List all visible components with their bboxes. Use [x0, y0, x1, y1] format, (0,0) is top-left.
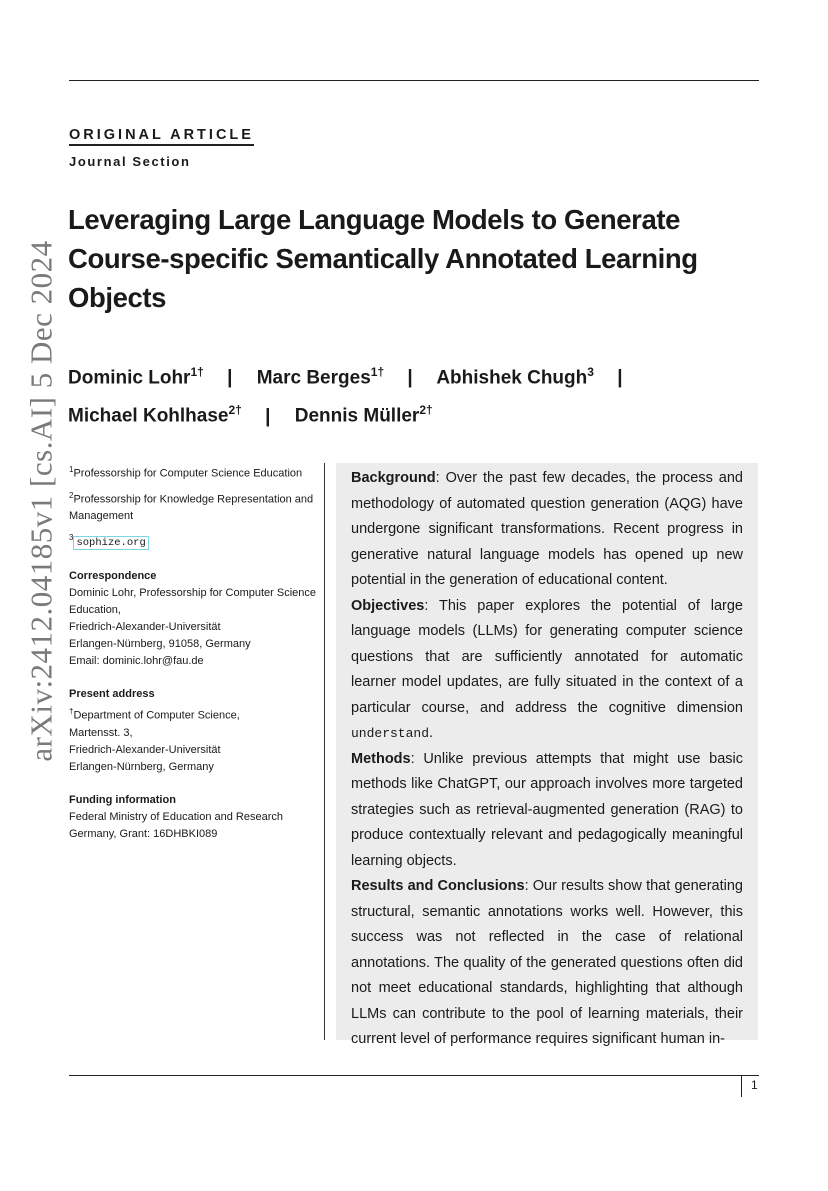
- affiliation-1: [69, 461, 319, 483]
- affiliation-mark: 2: [69, 490, 74, 500]
- abstract-results-paragraph: [351, 874, 743, 1053]
- abstract-label: Background: [351, 470, 436, 486]
- abstract-text: .: [429, 725, 434, 741]
- correspondence-line: Dominic Lohr, Professorship for Computer Science Education,: [69, 586, 316, 616]
- funding-line: Germany, Grant: 16DHBKI089: [69, 827, 218, 840]
- abstract-label: Results and Conclusions: [351, 878, 525, 894]
- abstract-objectives-paragraph: [351, 594, 743, 747]
- author-name: Michael Kohlhase: [68, 405, 229, 427]
- top-rule: [69, 80, 759, 81]
- present-address-line: Erlangen-Nürnberg, Germany: [69, 760, 214, 773]
- funding-heading: Funding information: [69, 793, 176, 806]
- author-affiliation-mark: 1†: [190, 365, 204, 379]
- present-address-line: Friedrich-Alexander-Universität: [69, 743, 221, 756]
- abstract-label: Objectives: [351, 597, 425, 614]
- present-address-text: Department of Computer Science,: [73, 709, 240, 722]
- paper-title: Leveraging Large Language Models to Generate Course-specific Semantically Annotated Learning Objects: [68, 204, 698, 313]
- arxiv-id-text: arXiv:2412.04185v1 [cs.AI] 5 Dec 2024: [24, 240, 59, 762]
- author-separator: |: [407, 367, 413, 389]
- author-line-2: [68, 394, 768, 432]
- affiliation-text: Professorship for Knowledge Representation and Management: [69, 493, 314, 523]
- metadata-column: [69, 461, 319, 843]
- present-address-block: [69, 686, 319, 776]
- author-separator: |: [265, 405, 271, 427]
- author-name: Dominic Lohr: [68, 367, 191, 389]
- author-affiliation-mark: 2†: [228, 403, 242, 418]
- affiliation-mark: 3: [69, 533, 74, 543]
- correspondence-line: Erlangen-Nürnberg, 91058, Germany: [69, 637, 251, 650]
- correspondence-email: Email: dominic.lohr@fau.de: [69, 654, 204, 667]
- correspondence-block: [69, 568, 319, 670]
- funding-block: [69, 792, 319, 843]
- abstract-background-paragraph: [351, 466, 743, 594]
- journal-section-label: Journal Section: [69, 154, 191, 169]
- abstract: [351, 466, 743, 1053]
- article-type-label: ORIGINAL ARTICLE: [69, 127, 254, 146]
- present-address-mark: †: [69, 706, 74, 716]
- present-address-heading: Present address: [69, 687, 155, 700]
- author-list: [68, 356, 768, 433]
- abstract-code-term: understand: [351, 726, 430, 741]
- author-name: Dennis Müller: [294, 405, 420, 427]
- arxiv-side-identifier[interactable]: [22, 216, 62, 786]
- correspondence-line: Friedrich-Alexander-Universität: [69, 620, 221, 633]
- abstract-text: : Over the past few decades, the process and methodology of automated question generation (AQG) have undergone significant transformations. Recent progress in generative natural language models has opened up new potential in the generation of educational content.: [351, 470, 743, 588]
- affiliation-2: [69, 487, 319, 526]
- author-affiliation-mark: 1†: [370, 365, 385, 379]
- bottom-rule: [69, 1075, 759, 1076]
- author-name: Marc Berges: [256, 367, 371, 389]
- abstract-text: : Our results show that generating structural, semantic annotations works well. However, this success was not reflected in the case of relational annotations. The quality of the generated questions often did not meet educational standards, highlighting that although LLMs can contribute to the pool of learning materials, their current level of performance requires significant human in-: [351, 878, 743, 1047]
- author-affiliation-mark: 2†: [419, 403, 433, 418]
- abstract-methods-paragraph: [351, 747, 743, 875]
- author-line-1: [68, 356, 768, 394]
- affiliation-text: Professorship for Computer Science Education: [73, 467, 303, 480]
- abstract-text: : This paper explores the potential of large language models (LLMs) for generating computer science questions that are sufficiently annotated for automatic learner model updates, are fully situated in the context of a particular course, and address the cognitive dimension: [351, 597, 743, 716]
- page-number-divider: [741, 1076, 742, 1097]
- abstract-text: : Unlike previous attempts that might use basic methods like ChatGPT, our approach involves more targeted strategies such as retrieval-augmented generation (RAG) to produce contextually relevant and pedagogically meaningful learning objects.: [351, 750, 743, 869]
- affiliation-3: [69, 529, 319, 552]
- present-address-line: Martensst. 3,: [69, 726, 133, 739]
- funding-line: Federal Ministry of Education and Research: [69, 810, 283, 823]
- author-separator: |: [617, 367, 623, 389]
- author-separator: |: [227, 367, 233, 389]
- abstract-left-rule: [324, 463, 325, 1040]
- correspondence-heading: Correspondence: [69, 569, 157, 582]
- sophize-link[interactable]: sophize.org: [73, 536, 148, 550]
- page-number: 1: [751, 1078, 758, 1092]
- affiliation-mark: 1: [69, 465, 74, 474]
- present-address-line: [69, 703, 319, 725]
- abstract-label: Methods: [351, 750, 411, 767]
- author-affiliation-mark: 3: [587, 365, 594, 379]
- author-name: Abhishek Chugh: [436, 367, 588, 389]
